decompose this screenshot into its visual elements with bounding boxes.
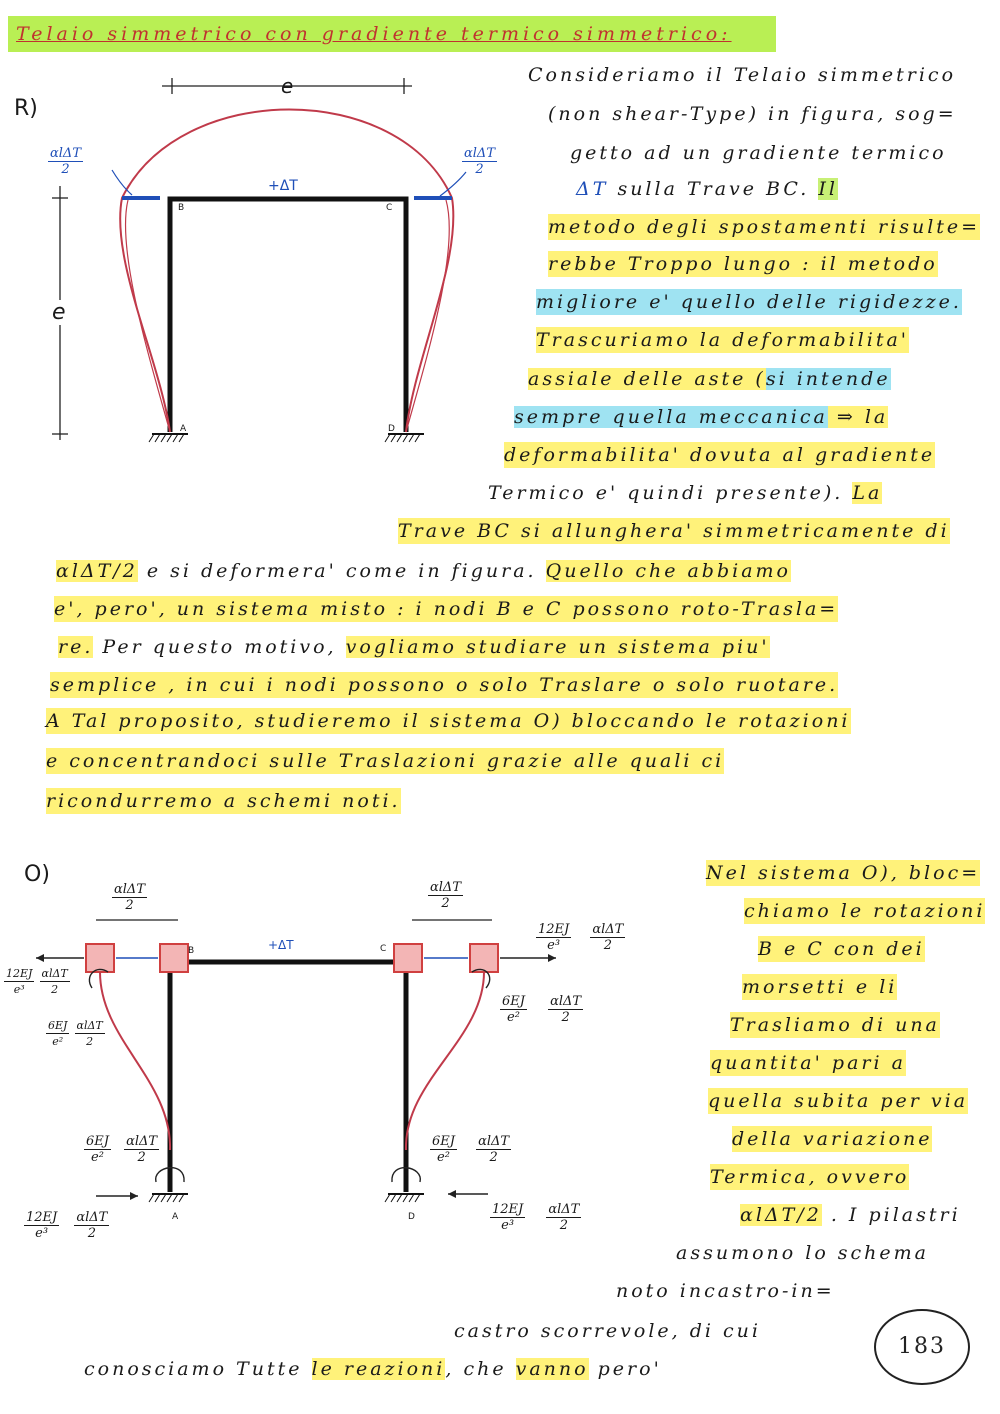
arrowhead (548, 954, 556, 962)
load-label-r: +ΔT (268, 178, 298, 194)
arrowhead (130, 1192, 138, 1200)
text-line: metodo degli spostamenti risulte= (548, 216, 981, 238)
fraction-top-right: αlΔT 2 (430, 880, 461, 911)
node-c-label: C (386, 203, 393, 213)
node-a-label: A (180, 424, 187, 434)
text-line: αlΔT/2 . I pilastri (740, 1204, 961, 1226)
clamp-c (394, 944, 422, 972)
arrowhead (448, 1190, 456, 1198)
moment-label-base-left: $\frac{6EJ}{\text{e²}}$ $\frac{\text{αlΔT}}{2}$ (86, 1134, 158, 1165)
moment-label-base-right: $\frac{6EJ}{\text{e²}}$ $\frac{\text{αlΔT}}{2}$ (432, 1134, 510, 1165)
moment-label-top-right: $\frac{6EJ}{\text{e²}}$ $\frac{\text{αlΔT}}{2}$ (502, 994, 582, 1025)
text-line: quantita' pari a (710, 1052, 906, 1074)
text-line: noto incastro-in= (616, 1280, 835, 1302)
dim-left-label: e (52, 300, 66, 325)
node-a-label: A (172, 1212, 179, 1222)
dim-top-label: e (281, 74, 294, 98)
text-line: della variazione (732, 1128, 933, 1150)
text-line: (non shear-Type) in figura, sog= (548, 103, 957, 125)
page-title: Telaio simmetrico con gradiente termico simmetrico: (8, 16, 776, 52)
text-line: Trave BC si allunghera' simmetricamente di (398, 520, 950, 542)
frame-o (170, 962, 406, 1192)
moment-label-top-left: $\frac{6EJ}{\text{e²}}$ $\frac{\text{αlΔT}}{2}$ (48, 1019, 103, 1048)
figure-r-label: R) (14, 96, 38, 121)
text-line: sempre quella meccanica ⇒ la (514, 406, 889, 428)
text-line: Trasliamo di una (730, 1014, 940, 1036)
fraction-right-r: αlΔT 2 (464, 146, 495, 177)
clamp-right-outer (470, 944, 498, 972)
text-line: deformabilita' dovuta al gradiente (504, 444, 936, 466)
node-d-label: D (388, 424, 395, 434)
arrowhead (36, 954, 44, 962)
text-line: Termico e' quindi presente). La (488, 482, 883, 504)
text-line: A Tal proposito, studieremo il sistema O) bloccando le rotazioni (46, 710, 851, 732)
text-line: assiale delle aste (si intende (528, 368, 891, 390)
text-line: ΔT sulla Trave BC. Il (576, 178, 838, 200)
text-line: morsetti e li (742, 976, 898, 998)
page-number: 183 (874, 1309, 970, 1385)
text-line: castro scorrevole, di cui (454, 1320, 761, 1342)
deformed-column-right (406, 972, 484, 1150)
text-line: ricondurremo a schemi noti. (46, 790, 401, 812)
node-d-label: D (408, 1212, 415, 1222)
text-line: getto ad un gradiente termico (570, 142, 947, 164)
text-line: Nel sistema O), bloc= (706, 862, 981, 884)
clamp-left-outer (86, 944, 114, 972)
fraction-left-r: αlΔT 2 (50, 146, 81, 177)
text-line: Consideriamo il Telaio simmetrico (528, 64, 957, 86)
text-line: αlΔT/2 e si deformera' come in figura. Quello che abbiamo (56, 560, 791, 582)
force-label-base-left: $\frac{12EJ}{\text{e³}}$ $\frac{\text{αlΔT}}{2}$ (26, 1210, 108, 1241)
text-line: quella subita per via (708, 1090, 969, 1112)
load-label-o: +ΔT (268, 938, 294, 952)
force-label-top-left: $\frac{12EJ}{\text{e³}}$ $\frac{\text{αlΔT}}{2}$ (6, 967, 68, 996)
text-line: Trascuriamo la deformabilita' (536, 329, 910, 351)
node-b-label: B (188, 946, 195, 956)
force-label-top-right: $\frac{12EJ}{\text{e³}}$ $\frac{\text{αlΔT}}{2}$ (538, 922, 624, 953)
text-line: assumono lo schema (676, 1242, 930, 1264)
clamp-b (160, 944, 188, 972)
text-line: migliore e' quello delle rigidezze. (536, 291, 962, 313)
node-c-label: C (380, 944, 387, 954)
text-line: semplice , in cui i nodi possono o solo Traslare o solo ruotare. (50, 674, 839, 696)
text-line: rebbe Troppo lungo : il metodo (548, 253, 938, 275)
node-b-label: B (178, 203, 185, 213)
text-line: re. Per questo motivo, vogliamo studiare un sistema piu' (58, 636, 770, 658)
figure-o-label: O) (24, 862, 50, 887)
text-line: chiamo le rotazioni (744, 900, 986, 922)
text-line: Termica, ovvero (710, 1166, 910, 1188)
text-line: e', pero', un sistema misto : i nodi B e C possono roto-Trasla= (54, 598, 839, 620)
support-d-hatch (385, 1194, 420, 1202)
text-line: conosciamo Tutte le reazioni, che vanno pero' (84, 1358, 662, 1380)
text-line: B e C con dei (758, 938, 925, 960)
fraction-top-left: αlΔT 2 (114, 882, 145, 913)
support-a-hatch (149, 1194, 184, 1202)
deformed-column-left (100, 972, 170, 1150)
text-line: e concentrandoci sulle Traslazioni grazie alle quali ci (46, 750, 725, 772)
force-label-base-right: $\frac{12EJ}{\text{e³}}$ $\frac{\text{αlΔT}}{2}$ (492, 1202, 580, 1233)
